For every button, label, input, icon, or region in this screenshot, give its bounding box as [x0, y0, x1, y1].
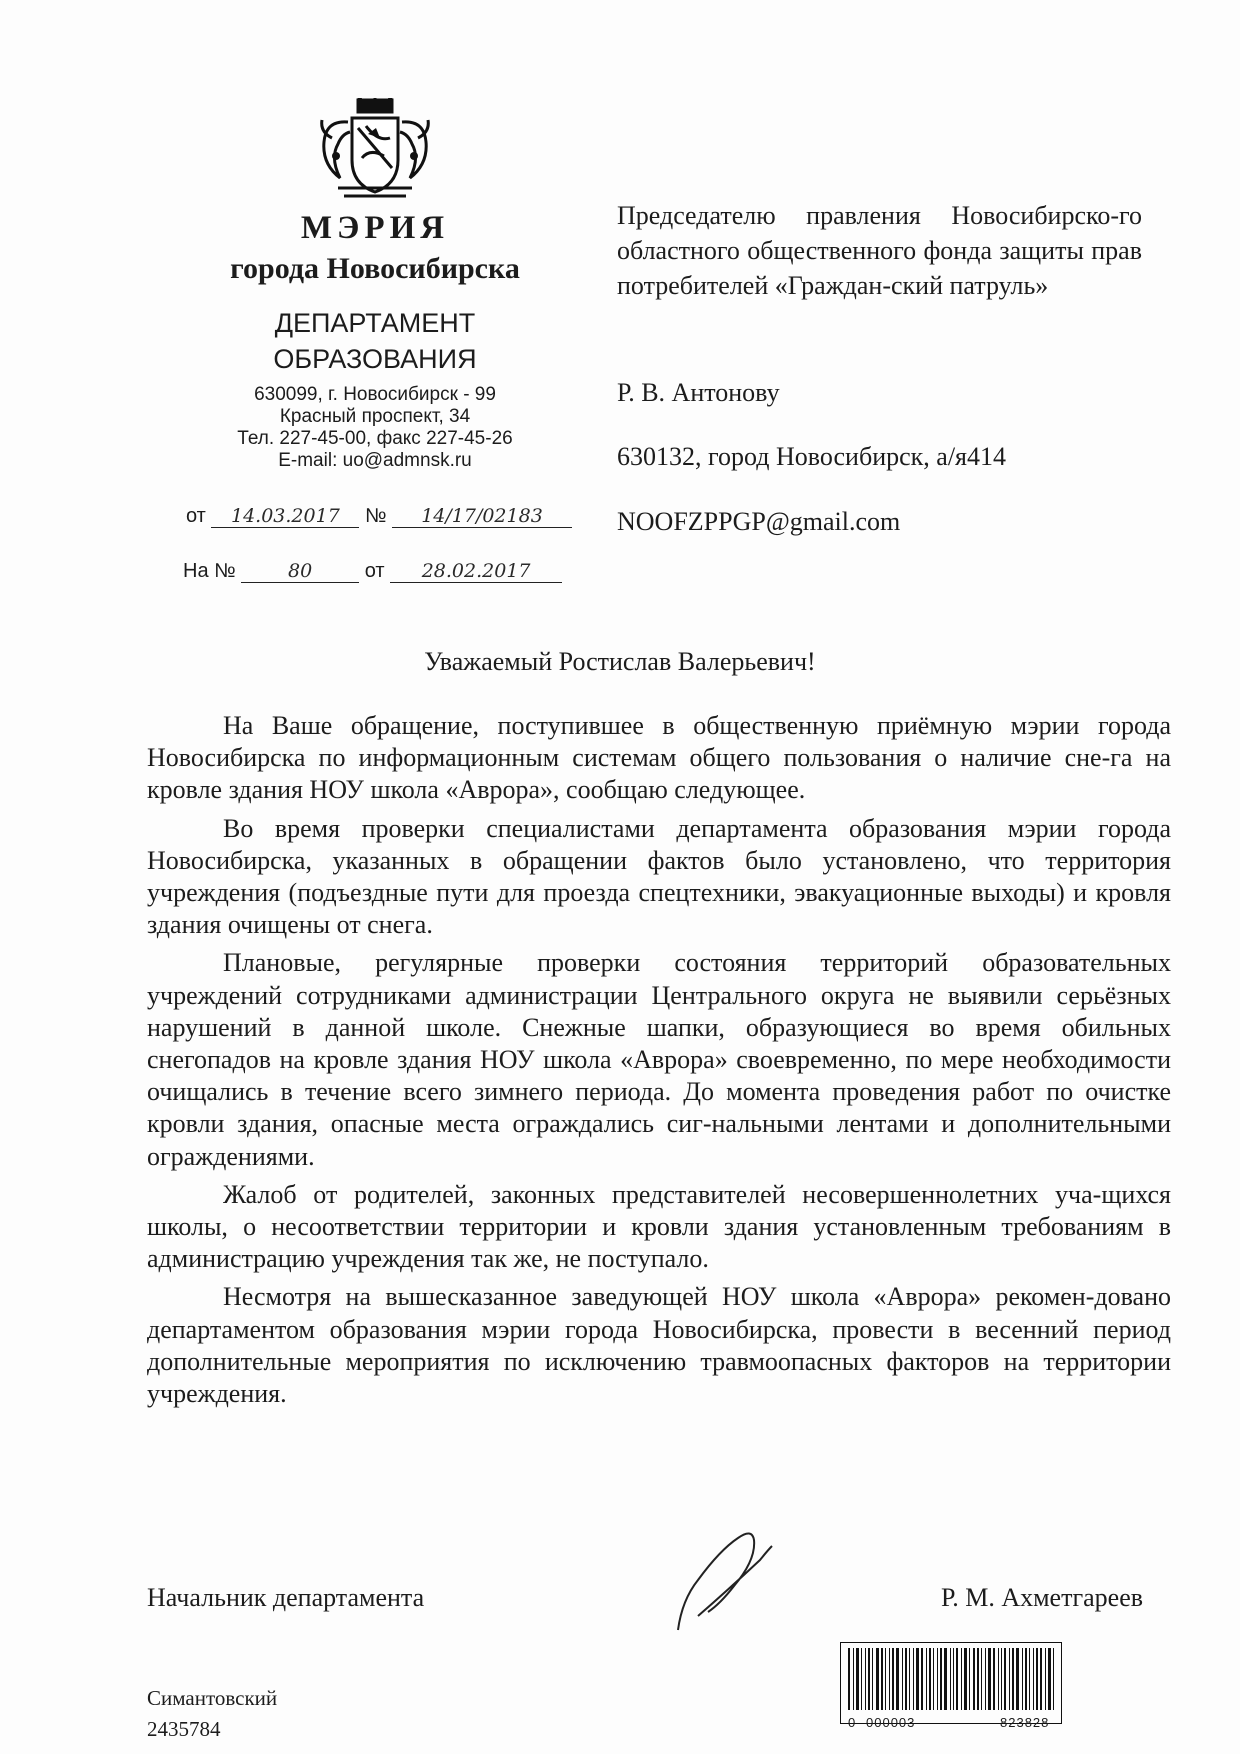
- barcode-bar: [993, 1648, 995, 1710]
- barcode-bar: [872, 1648, 873, 1710]
- barcode-bar: [950, 1648, 951, 1710]
- barcode-bar: [940, 1648, 942, 1710]
- barcode-bar: [1012, 1648, 1014, 1710]
- barcode-bar: [1004, 1648, 1006, 1710]
- barcode-bar: [969, 1648, 970, 1710]
- reference-line: [183, 560, 562, 583]
- department-name: [150, 305, 600, 377]
- barcode-bar: [988, 1648, 991, 1710]
- barcode-bar: [1029, 1648, 1030, 1710]
- recipient-name: Р. В. Антонову: [617, 378, 780, 407]
- barcode-bar: [937, 1648, 938, 1710]
- barcode-bar: [848, 1648, 850, 1710]
- handwritten-signature: [668, 1520, 778, 1635]
- barcode-bar: [1009, 1648, 1010, 1710]
- department-line-2: ОБРАЗОВАНИЯ: [273, 344, 477, 374]
- barcode-bar: [977, 1648, 979, 1710]
- barcode-bar: [929, 1648, 931, 1710]
- barcode-bar: [902, 1648, 903, 1710]
- ref-date: 28.02.2017: [390, 560, 562, 583]
- barcode-bar: [1040, 1648, 1042, 1710]
- barcode-bar: [961, 1648, 962, 1710]
- barcode-bar: [1022, 1648, 1023, 1710]
- signatory-title: Начальник департамента: [147, 1583, 425, 1612]
- barcode-digits-right: 823828: [1000, 1715, 1050, 1730]
- barcode-bar: [856, 1648, 859, 1710]
- barcode-bar: [1053, 1648, 1054, 1710]
- barcode-bar: [905, 1648, 907, 1710]
- barcode-bar: [956, 1648, 958, 1710]
- registration-line: [186, 505, 572, 528]
- from-label: от: [186, 505, 206, 527]
- barcode-bar: [889, 1648, 890, 1710]
- department-address: [150, 384, 600, 472]
- registration-number: 14/17/02183: [392, 505, 572, 528]
- barcode-bar: [998, 1648, 999, 1710]
- barcode-bar: [921, 1648, 923, 1710]
- barcode-bar: [964, 1648, 967, 1710]
- address-line-2: Красный проспект, 34: [279, 406, 471, 427]
- barcode-bar: [1016, 1648, 1019, 1710]
- recipient-address: 630132, город Новосибирск, а/я414: [617, 442, 1007, 471]
- barcode-bar: [981, 1648, 982, 1710]
- org-title: МЭРИЯ: [300, 210, 450, 246]
- barcode-bar: [926, 1648, 927, 1710]
- number-label: №: [364, 505, 387, 527]
- email-line: E-mail: uo@admnsk.ru: [278, 450, 472, 471]
- org-city: города Новосибирска: [230, 252, 520, 285]
- ref-from-label: от: [364, 560, 385, 582]
- body-paragraph: Жалоб от родителей, законных представителей несовершеннолетних уча-щихся школы, о несоответствии территории и кровли здания установленным требованиям в администрацию учреждения так же, не поступало.: [147, 1179, 1171, 1274]
- barcode-bar: [853, 1648, 854, 1710]
- signatory-name: Р. М. Ахметгареев: [941, 1583, 1144, 1612]
- document-barcode: [840, 1642, 1062, 1724]
- barcode-bar: [876, 1648, 879, 1710]
- barcode-bar: [916, 1648, 919, 1710]
- barcode-bar: [1048, 1648, 1051, 1710]
- barcode-bar: [913, 1648, 914, 1710]
- body-paragraph: Во время проверки специалистами департамента образования мэрии города Новосибирска, указанных в обращении фактов было установлено, что территория учреждения (подъездные пути для проезда спецтехники, эвакуационные выходы) и кровля здания очищены от снега.: [147, 813, 1171, 940]
- body-paragraph: Несмотря на вышесказанное заведующей НОУ школа «Аврора» рекомен-довано департаментом образования мэрии города Новосибирска, провести в весенний период дополнительные мероприятия по исключению травмоопасных факторов на территории учреждения.: [147, 1282, 1171, 1409]
- executor-name: Симантовский: [147, 1686, 278, 1710]
- department-line-1: ДЕПАРТАМЕНТ: [274, 308, 476, 338]
- barcode-bar: [933, 1648, 934, 1710]
- recipient-position: Председателю правления Новосибирско-го областного общественного фонда защиты прав потребителей «Граждан-ский патруль»: [617, 201, 1142, 300]
- body-paragraph: Плановые, регулярные проверки состояния территорий образовательных учреждений сотрудниками администрации Центрального округа не выявили серьёзных нарушений в данной школе. Снежные шапки, образующиеся во время обильных снегопадов на кровле здания НОУ школа «Аврора» своевременно, по мере необходимости очищались в течение всего зимнего периода. До момента проведения работ по очистке кровли здания, опасные места ограждались сиг-нальными лентами и дополнительными ограждениями.: [147, 948, 1171, 1171]
- registration-date: 14.03.2017: [211, 505, 359, 528]
- barcode-bar: [865, 1648, 866, 1710]
- coat-of-arms-emblem: [318, 98, 432, 204]
- barcode-bar: [896, 1648, 899, 1710]
- barcode-bar: [1033, 1648, 1034, 1710]
- barcode-bar: [868, 1648, 870, 1710]
- barcode-bar: [885, 1648, 886, 1710]
- executor-block: [147, 1683, 277, 1745]
- barcode-bar: [973, 1648, 975, 1710]
- phone-line: Тел. 227-45-00, факс 227-45-26: [237, 428, 513, 449]
- greeting: Уважаемый Ростислав Валерьевич!: [424, 647, 816, 676]
- executor-phone: 2435784: [147, 1717, 221, 1741]
- barcode-digits-mid: 000003: [866, 1715, 916, 1730]
- letter-body: [147, 710, 1171, 1416]
- barcode-bar: [861, 1648, 862, 1710]
- barcode-bar: [1025, 1648, 1027, 1710]
- ref-number: 80: [241, 560, 359, 583]
- barcode-bar: [881, 1648, 883, 1710]
- barcode-bar: [892, 1648, 894, 1710]
- barcode-bar: [909, 1648, 910, 1710]
- barcode-bar: [985, 1648, 986, 1710]
- barcode-bar: [944, 1648, 947, 1710]
- barcode-bar: [1045, 1648, 1046, 1710]
- address-line-1: 630099, г. Новосибирск - 99: [254, 384, 496, 405]
- barcode-digits-left: 0: [848, 1715, 857, 1730]
- body-paragraph: На Ваше обращение, поступившее в общественную приёмную мэрии города Новосибирска по информационным системам общего пользования о наличие сне-га на кровле здания НОУ школа «Аврора», сообщаю следующее.: [147, 711, 1171, 805]
- barcode-bar: [1001, 1648, 1002, 1710]
- barcode-bar: [953, 1648, 954, 1710]
- barcode-bar: [1036, 1648, 1038, 1710]
- recipient-email: NOOFZPPGP@gmail.com: [617, 507, 901, 536]
- ref-label: На №: [183, 560, 236, 582]
